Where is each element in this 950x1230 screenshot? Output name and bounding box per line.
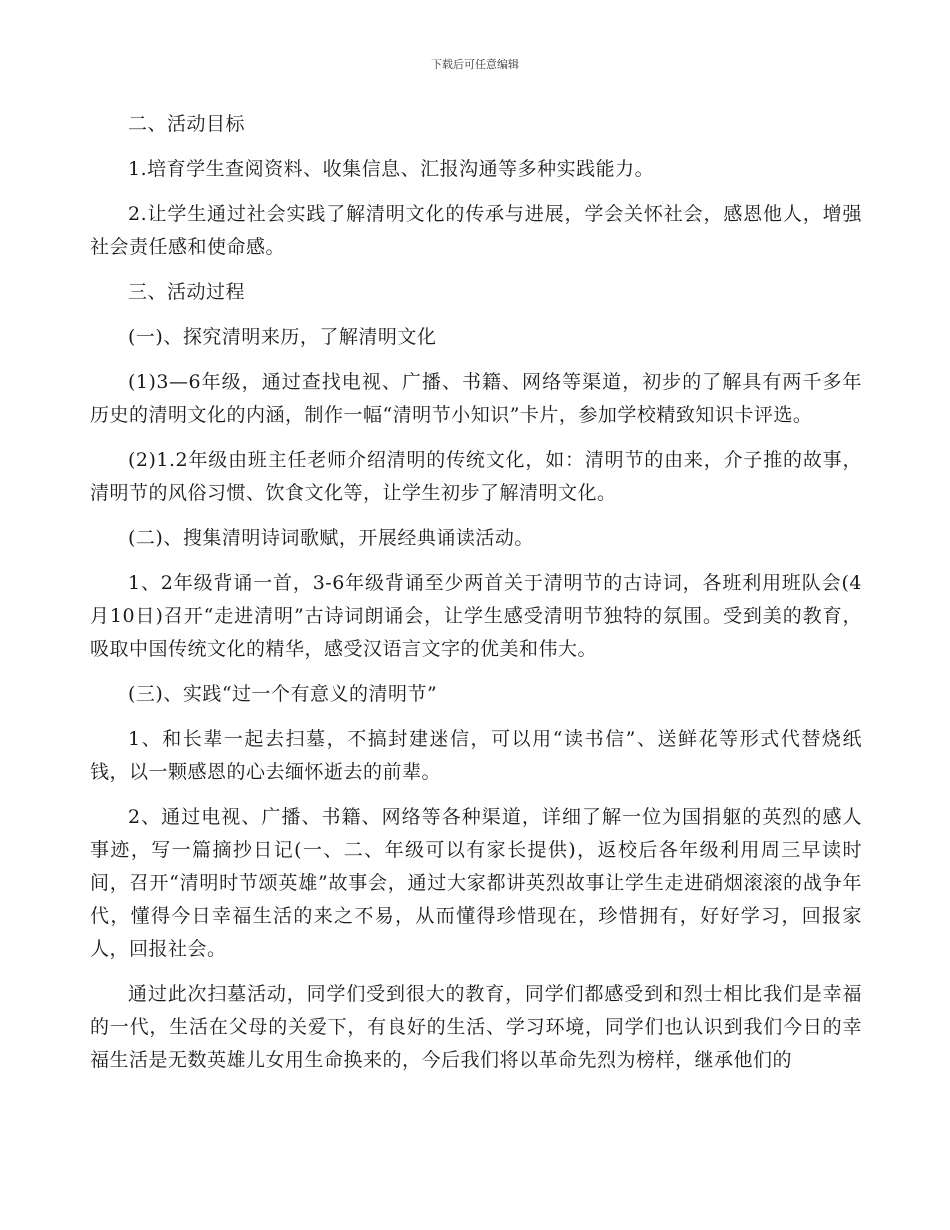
- process-item-3-1: 1、和长辈一起去扫墓，不搞封建迷信，可以用“读书信”、送鲜花等形式代替烧纸钱，以一颗感恩的心去缅怀逝去的前辈。: [90, 728, 862, 783]
- process-item-2-1: 1、2年级背诵一首，3-6年级背诵至少两首关于清明节的古诗词，各班利用班队会(4月10日)召开“走进清明”古诗词朗诵会，让学生感受清明节独特的氛围。受到美的教育，吸取中国传统文化的精华，感受汉语言文字的优美和伟大。: [90, 572, 862, 660]
- document-body: [90, 108, 862, 1089]
- section-heading-goals: 二、活动目标: [128, 113, 246, 135]
- goal-item-2: 2.让学生通过社会实践了解清明文化的传承与进展，学会关怀社会，感恩他人，增强社会责任感和使命感。: [90, 203, 862, 258]
- process-item-1-2: (2)1.2年级由班主任老师介绍清明的传统文化，如：清明节的由来，介子推的故事，清明节的风俗习惯、饮食文化等，让学生初步了解清明文化。: [90, 449, 862, 504]
- subsection-heading-2: (二)、搜集清明诗词歌赋，开展经典诵读活动。: [128, 527, 534, 549]
- summary-paragraph: 通过此次扫墓活动，同学们受到很大的教育，同学们都感受到和烈士相比我们是幸福的一代，生活在父母的关爱下，有良好的生活、学习环境，同学们也认识到我们今日的幸福生活是无数英雄儿女用生命换来的，今后我们将以革命先烈为榜样，继承他们的: [90, 983, 862, 1071]
- section-heading-process: 三、活动过程: [128, 281, 246, 303]
- subsection-heading-3: (三)、实践“过一个有意义的清明节”: [128, 683, 438, 705]
- subsection-heading-1: (一)、探究清明来历，了解清明文化: [128, 326, 437, 348]
- goal-item-1: 1.培育学生查阅资料、收集信息、汇报沟通等多种实践能力。: [128, 158, 655, 180]
- download-note: 下载后可任意编辑: [431, 58, 519, 71]
- process-item-3-2: 2、通过电视、广播、书籍、网络等各种渠道，详细了解一位为国捐躯的英烈的感人事迹，写一篇摘抄日记(一、二、年级可以有家长提供)，返校后各年级利用周三早读时间，召开“清明时节颂英雄”故事会，通过大家都讲英烈故事让学生走进硝烟滚滚的战争年代，懂得今日幸福生活的来之不易，从而懂得珍惜现在，珍惜拥有，好好学习，回报家人，回报社会。: [90, 806, 862, 960]
- process-item-1-1: (1)3—6年级，通过查找电视、广播、书籍、网络等渠道，初步的了解具有两千多年历史的清明文化的内涵，制作一幅“清明节小知识”卡片，参加学校精致知识卡评选。: [90, 371, 862, 426]
